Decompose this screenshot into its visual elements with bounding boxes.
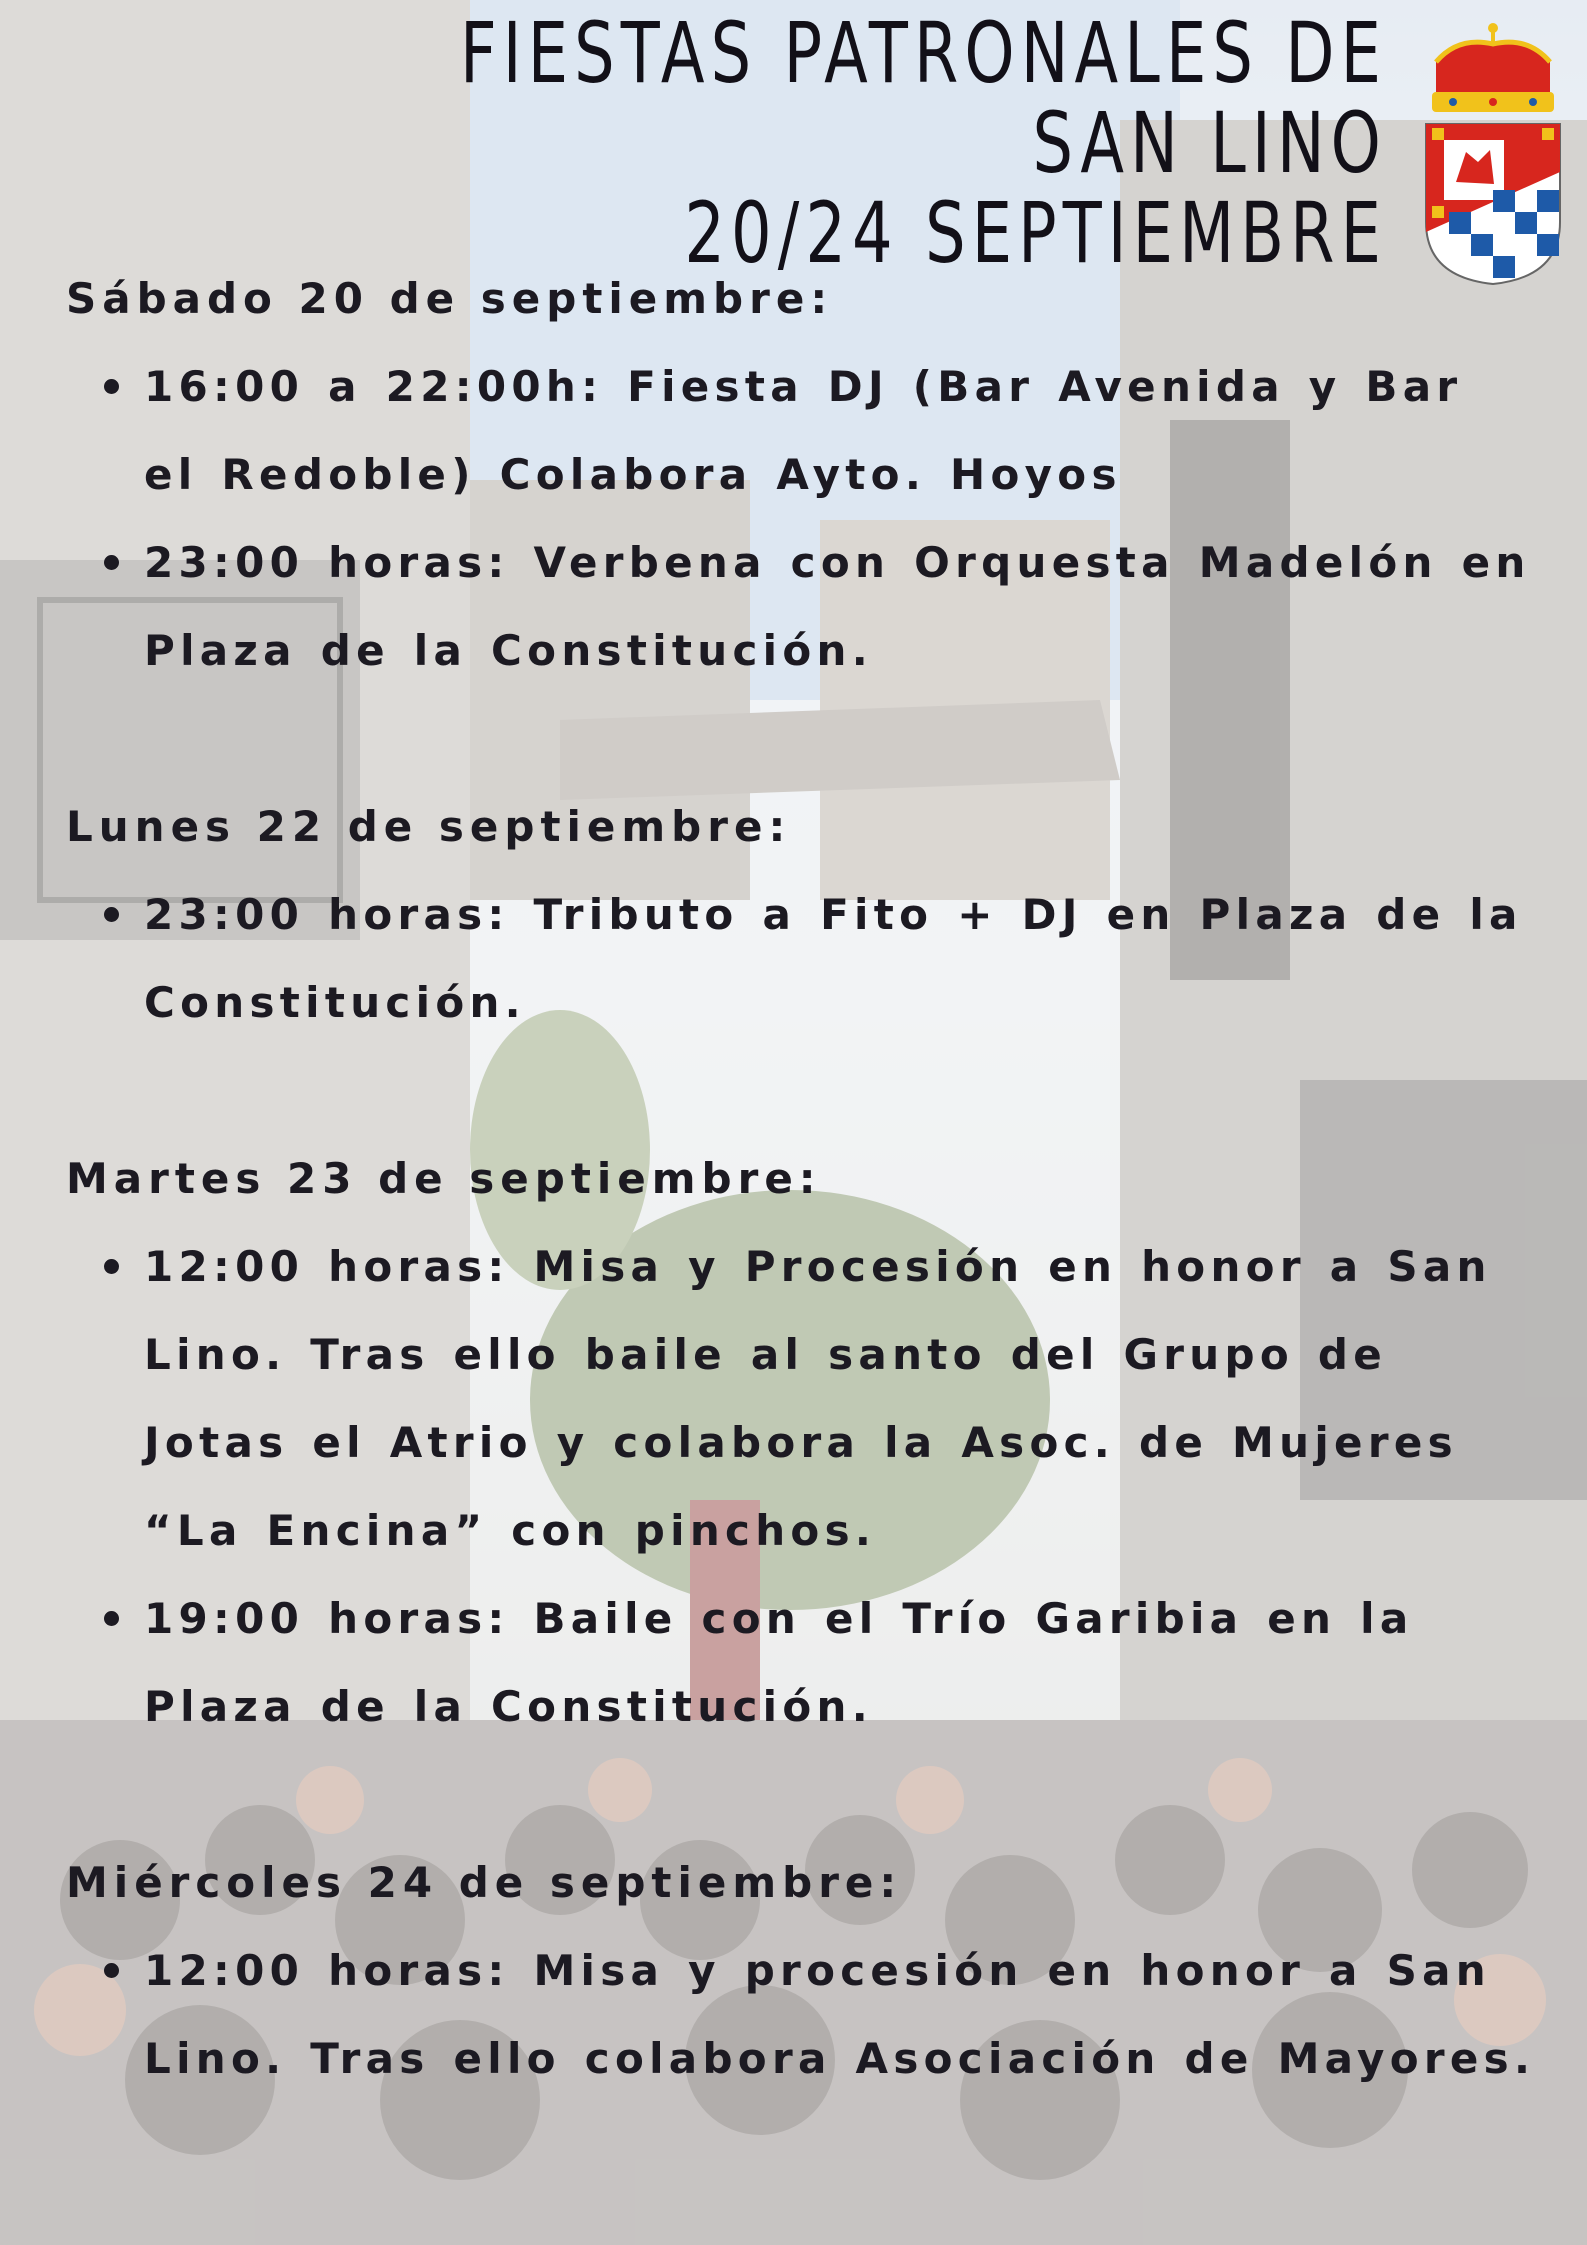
bullet-icon [104,907,119,922]
day-heading: Martes 23 de septiembre: [66,1154,822,1203]
event-text: 16:00 a 22:00h: Fiesta DJ (Bar Avenida y Bar el Redoble) Colabora Ayto. Hoyos [144,362,1463,499]
list-item [144,1927,1536,2103]
event-list [66,1927,1536,2103]
day-tuesday [66,1135,1536,1751]
list-item [144,1575,1536,1751]
event-text: 19:00 horas: Baile con el Trío Garibia en la Plaza de la Constitución. [144,1594,1414,1731]
day-heading: Lunes 22 de septiembre: [66,802,792,851]
spacer [66,1047,1536,1135]
spacer [66,1751,1536,1839]
bullet-icon [104,1611,119,1626]
list-item [144,519,1536,695]
event-list [66,1223,1536,1751]
page-title [333,4,1387,282]
spacer [66,695,1536,783]
title-line-2: 20/24 SEPTIEMBRE [684,184,1387,282]
bullet-icon [104,1963,119,1978]
event-text: 23:00 horas: Tributo a Fito + DJ en Plaza de la Constitución. [144,890,1523,1027]
coat-of-arms-icon [1418,22,1568,290]
bullet-icon [104,379,119,394]
list-item [144,1223,1536,1575]
day-wednesday [66,1839,1536,2103]
list-item [144,343,1536,519]
list-item [144,871,1536,1047]
event-text: 12:00 horas: Misa y procesión en honor a San Lino. Tras ello colabora Asociación de Mayores. [144,1946,1536,2083]
day-monday [66,783,1536,1047]
title-line-1: FIESTAS PATRONALES DE SAN LINO [460,4,1387,192]
program [66,255,1536,2103]
day-saturday [66,255,1536,695]
event-list [66,343,1536,695]
event-text: 23:00 horas: Verbena con Orquesta Madelón en Plaza de la Constitución. [144,538,1531,675]
event-list [66,871,1536,1047]
event-text: 12:00 horas: Misa y Procesión en honor a San Lino. Tras ello baile al santo del Grupo de Jotas el Atrio y colabora la Asoc. de Mujeres “La Encina” con pinchos. [144,1242,1492,1555]
day-heading: Sábado 20 de septiembre: [66,274,834,323]
bullet-icon [104,1259,119,1274]
bullet-icon [104,555,119,570]
day-heading: Miércoles 24 de septiembre: [66,1858,903,1907]
